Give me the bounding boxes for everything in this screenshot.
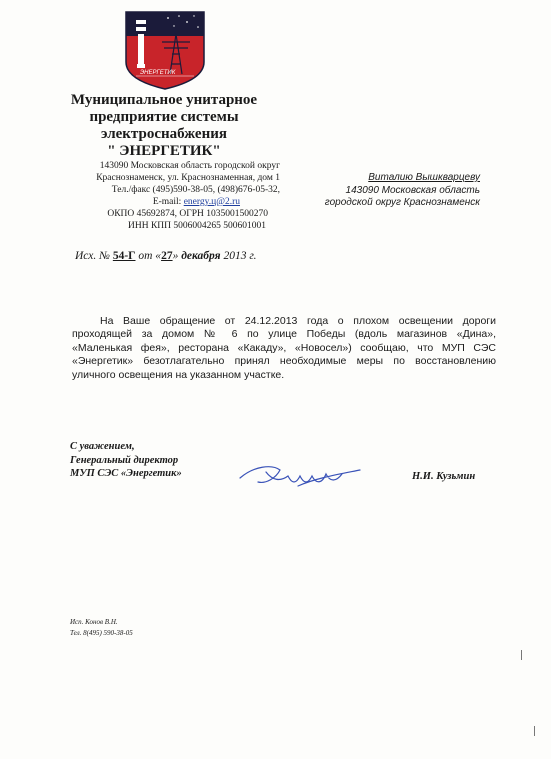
address-line: 143090 Московская область городской округ [99,161,280,171]
email-line [54,196,280,208]
org-name-line: предприятие системы [89,109,239,125]
body-line: На Ваше обращение от 24.12.2013 года о плохом освещении дороги [100,315,496,327]
scan-mark [521,650,522,660]
organization-contacts [54,160,280,232]
ref-from: от « [138,250,162,262]
body-line: уличного освещения на указанном участке. [72,368,285,381]
emblem-caption: ЭНЕРГЕТИК [140,70,176,76]
executor-name: Исп. Конов В.Н. [70,618,118,626]
recipient-block [300,172,480,210]
closing-block [70,440,182,481]
body-line: «Маленькая фея», ресторана «Какаду», «Новосел») сообщаю, что МУП СЭС [72,341,496,354]
ref-close: » [172,250,179,262]
ref-month: декабря [181,250,221,262]
executor-block [70,617,133,639]
org-name-line: " ЭНЕРГЕТИК" [107,143,221,159]
recipient-name: Виталию Вышкварцеву [368,172,480,183]
signer-name: Н.И. Кузьмин [412,471,476,482]
organization-name [50,92,278,160]
signer-title: Генеральный директор [70,454,179,466]
ref-year: 2013 г. [223,250,257,262]
ref-prefix: Исх. № [75,250,110,262]
scan-mark [534,726,535,736]
email-link[interactable]: energy.ц@2.ru [183,197,240,207]
email-label: E-mail: [152,197,182,207]
org-name-line: электроснабжения [101,126,227,142]
closing-greeting: С уважением, [70,441,135,452]
company-emblem [124,10,206,90]
body-line: «Энергетик» безотлагательно принял необходимые меры по восстановлению [72,355,496,368]
address-line: Краснознаменск, ул. Краснознаменная, дом 1 [96,173,280,183]
org-name-line: Муниципальное унитарное [70,92,258,108]
outgoing-reference [75,250,257,262]
letter-body [72,315,496,382]
inn-line: ИНН КПП 5006004265 500601001 [127,221,266,231]
ref-number: 54-Г [112,250,136,262]
ref-day: 27 [161,250,173,262]
phone-line: Тел./факс (495)590-38-05, (498)676-05-32, [111,185,280,195]
body-line: проходящей за домом № 6 по улице Победы (вдоль магазинов «Дина», [72,328,496,341]
recipient-city: городской округ Краснознаменск [324,197,480,208]
recipient-address: 143090 Московская область [345,184,480,196]
signer-company: МУП СЭС «Энергетик» [70,468,182,479]
okpo-line: ОКПО 45692874, ОГРН 1035001500270 [107,209,268,219]
handwritten-signature [236,456,366,492]
executor-phone: Тел. 8(495) 590-38-05 [70,629,133,637]
